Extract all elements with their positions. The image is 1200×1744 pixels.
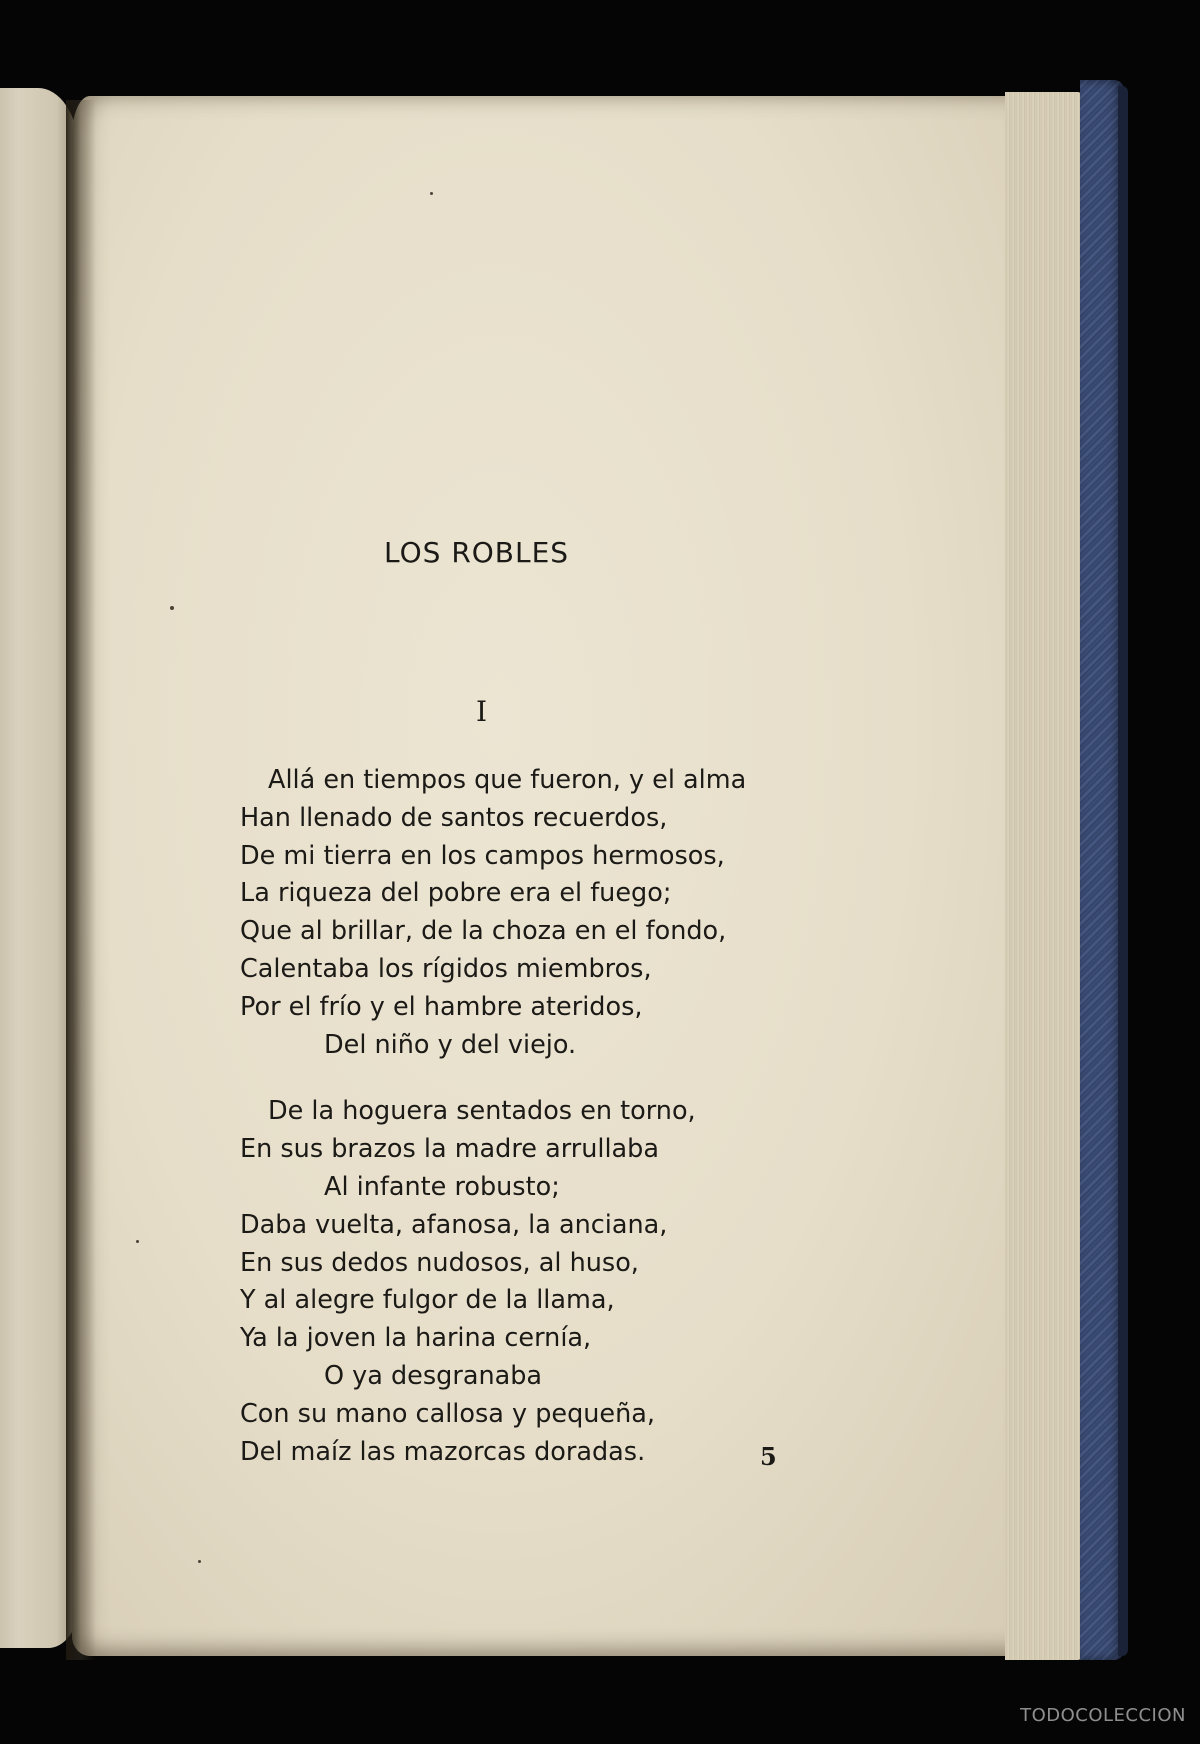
poem-line: Del maíz las mazorcas doradas.: [240, 1436, 646, 1467]
section-numeral: I: [476, 695, 488, 728]
poem-line: Y al alegre fulgor de la llama,: [240, 1285, 615, 1316]
poem-line: Allá en tiempos que fueron, y el alma: [268, 765, 747, 795]
book-cover-edge: [1118, 86, 1128, 1656]
poem-line: Al infante robusto;: [324, 1171, 560, 1202]
poem-body: [240, 762, 800, 1500]
page-number: 5: [760, 1442, 777, 1471]
poem-line: Han llenado de santos recuerdos,: [240, 802, 668, 833]
poem-line: Que al brillar, de la choza en el fondo,: [240, 916, 727, 947]
poem-line: Con su mano callosa y pequeña,: [240, 1398, 655, 1429]
stanza-1: [240, 762, 800, 1064]
poem-title: LOS ROBLES: [384, 536, 570, 569]
stanza-2: [240, 1093, 800, 1471]
poem-line: Del niño y del viejo.: [324, 1029, 577, 1060]
poem-line: Por el frío y el hambre ateridos,: [240, 991, 643, 1022]
poem-line: La riqueza del pobre era el fuego;: [240, 878, 672, 909]
poem-line: Daba vuelta, afanosa, la anciana,: [240, 1209, 668, 1240]
poem-line: De la hoguera sentados en torno,: [268, 1096, 696, 1127]
page-gutter-shadow: [66, 100, 96, 1660]
poem-line: En sus brazos la madre arrullaba: [240, 1134, 659, 1165]
poem-line: Calentaba los rígidos miembros,: [240, 953, 652, 984]
poem-line: De mi tierra en los campos hermosos,: [240, 840, 725, 871]
page-stack-edges: [1005, 92, 1085, 1660]
poem-line: Ya la joven la harina cernía,: [240, 1323, 592, 1354]
watermark: TODOCOLECCION: [1020, 1705, 1186, 1726]
poem-line: O ya desgranaba: [324, 1360, 543, 1391]
poem-line: En sus dedos nudosos, al huso,: [240, 1247, 639, 1278]
